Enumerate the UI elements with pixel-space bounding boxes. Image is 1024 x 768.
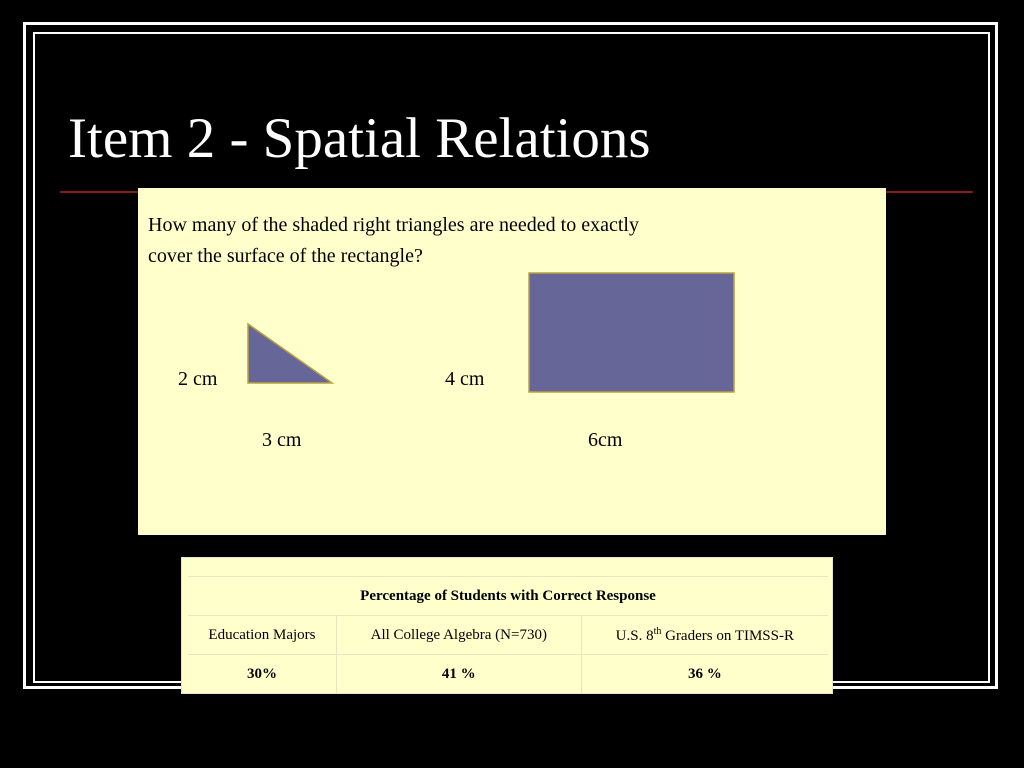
timss-label-prefix: U.S. 8 <box>615 627 654 644</box>
question-line-2: cover the surface of the rectangle? <box>148 245 423 267</box>
rectangle-height-label: 4 cm <box>445 368 485 390</box>
column-header-timss-r <box>581 616 828 655</box>
table-row <box>188 616 828 655</box>
value-timss-r: 36 % <box>581 655 828 694</box>
triangle-base-label: 3 cm <box>262 429 302 451</box>
column-header-education-majors: Education Majors <box>188 616 336 655</box>
column-header-college-algebra: All College Algebra (N=730) <box>336 616 581 655</box>
timss-label-sup: th <box>653 625 662 637</box>
question-panel <box>138 188 886 535</box>
triangle-height-label: 2 cm <box>178 368 218 390</box>
shaded-rectangle <box>529 273 734 392</box>
figures-drawing <box>138 188 886 535</box>
shaded-right-triangle <box>248 324 332 383</box>
timss-label-suffix: Graders on TIMSS-R <box>661 627 794 644</box>
results-table-panel <box>181 557 833 694</box>
results-table <box>188 576 828 694</box>
slide-title: Item 2 - Spatial Relations <box>68 107 651 170</box>
rectangle-width-label: 6cm <box>588 429 623 451</box>
question-line-1: How many of the shaded right triangles are needed to exactly <box>148 214 639 236</box>
value-college-algebra: 41 % <box>336 655 581 694</box>
table-row <box>188 577 828 616</box>
value-education-majors: 30% <box>188 655 336 694</box>
table-row <box>188 655 828 694</box>
table-caption: Percentage of Students with Correct Response <box>188 577 828 616</box>
